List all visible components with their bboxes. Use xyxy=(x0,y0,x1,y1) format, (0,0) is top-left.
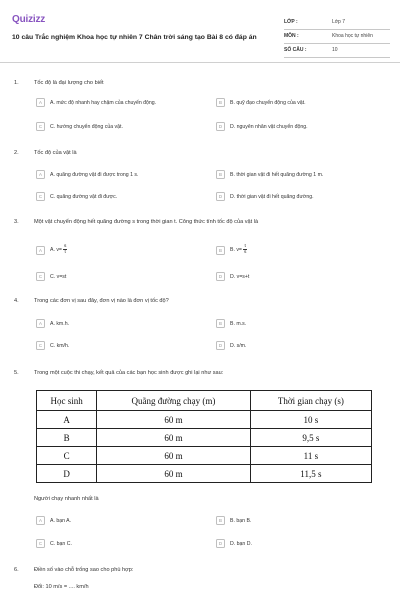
question-text: Trong một cuộc thi chạy, kết quả của các bạn học sinh được ghi lại như sau: xyxy=(34,370,224,376)
option-letter-box: A xyxy=(36,98,45,107)
table-cell: D xyxy=(37,465,97,483)
option-c[interactable] xyxy=(36,341,196,352)
option-text: C. bạn C. xyxy=(50,540,72,547)
fraction-numerator: t xyxy=(244,243,246,249)
meta-value: Lớp 7 xyxy=(332,19,346,25)
option-a[interactable] xyxy=(36,516,196,527)
option-text: C. v=st xyxy=(50,273,67,280)
option-d[interactable] xyxy=(216,272,376,283)
option-c[interactable] xyxy=(36,272,196,283)
formula-prefix: A. v= xyxy=(50,246,62,253)
option-letter-box: A xyxy=(36,516,45,525)
option-letter-box: C xyxy=(36,341,45,350)
option-letter-box: B xyxy=(216,319,225,328)
option-formula xyxy=(230,244,247,255)
race-results-table xyxy=(36,390,372,483)
question-text: Tốc độ là đại lượng cho biết xyxy=(34,80,104,86)
table-cell: 60 m xyxy=(97,465,251,483)
question-text: Trong các đơn vị sau đây, đơn vị nào là đơn vị tốc độ? xyxy=(34,298,169,304)
table-cell: 11,5 s xyxy=(250,465,371,483)
option-letter-box: C xyxy=(36,539,45,548)
question-number: 5. xyxy=(14,370,19,376)
table-header-cell: Quãng đường chạy (m) xyxy=(97,391,251,411)
option-letter-box: D xyxy=(216,539,225,548)
question-number: 3. xyxy=(14,219,19,225)
meta-key: SỐ CÂU : xyxy=(284,47,307,53)
option-letter-box: D xyxy=(216,122,225,131)
meta-row-count xyxy=(284,44,390,58)
option-a[interactable] xyxy=(36,243,196,257)
option-text: D. s/m. xyxy=(230,342,247,349)
table-header-row xyxy=(37,391,372,411)
option-b[interactable] xyxy=(216,98,376,109)
option-text: A. bạn A. xyxy=(50,517,72,524)
meta-row-subject xyxy=(284,30,390,44)
option-text: A. mức độ nhanh hay chậm của chuyển động. xyxy=(50,99,157,106)
table-row xyxy=(37,429,372,447)
question-number: 2. xyxy=(14,150,19,156)
option-letter-box: D xyxy=(216,192,225,201)
formula-prefix: B. v= xyxy=(230,246,242,253)
table-row xyxy=(37,411,372,429)
option-text: C. hướng chuyển động của vật. xyxy=(50,123,123,130)
option-d[interactable] xyxy=(216,539,376,550)
table-cell: 10 s xyxy=(250,411,371,429)
question-text: Điền số vào chỗ trống sao cho phù hợp: xyxy=(34,567,134,573)
option-letter-box: C xyxy=(36,192,45,201)
option-b[interactable] xyxy=(216,319,376,330)
meta-key: LỚP : xyxy=(284,19,298,25)
table-header-cell: Thời gian chạy (s) xyxy=(250,391,371,411)
option-letter-box: A xyxy=(36,170,45,179)
option-text: D. nguyên nhân vật chuyển động. xyxy=(230,123,308,130)
worksheet-header xyxy=(12,10,390,66)
option-letter-box: B xyxy=(216,98,225,107)
table-header-cell: Học sinh xyxy=(37,391,97,411)
table-cell: 11 s xyxy=(250,447,371,465)
table-cell: C xyxy=(37,447,97,465)
option-text: B. quỹ đạo chuyển động của vật. xyxy=(230,99,306,106)
question-text: Một vật chuyển động hết quãng đường s trong thời gian t. Công thức tính tốc độ của vật là xyxy=(34,219,259,225)
question-subtext: Người chạy nhanh nhất là xyxy=(34,496,99,502)
option-text: D. v=s+t xyxy=(230,273,250,280)
option-a[interactable] xyxy=(36,98,196,109)
meta-key: MÔN : xyxy=(284,33,299,39)
fraction-numerator: s xyxy=(63,243,67,249)
option-text: C. quãng đường vật đi được. xyxy=(50,193,118,200)
table-cell: 9,5 s xyxy=(250,429,371,447)
option-letter-box: B xyxy=(216,516,225,525)
option-c[interactable] xyxy=(36,539,196,550)
option-letter-box: C xyxy=(36,272,45,281)
option-d[interactable] xyxy=(216,341,376,352)
option-letter-box: B xyxy=(216,246,225,255)
fraction xyxy=(63,244,67,255)
option-b[interactable] xyxy=(216,243,376,257)
option-c[interactable] xyxy=(36,192,196,203)
table-row xyxy=(37,465,372,483)
option-d[interactable] xyxy=(216,192,376,203)
option-text: A. quãng đường vật đi được trong 1 s. xyxy=(50,171,139,178)
option-text: B. thời gian vật đi hết quãng đường 1 m. xyxy=(230,171,324,178)
option-letter-box: B xyxy=(216,170,225,179)
option-letter-box: A xyxy=(36,319,45,328)
option-letter-box: D xyxy=(216,341,225,350)
option-letter-box: A xyxy=(36,246,45,255)
question-number: 1. xyxy=(14,80,19,86)
option-text: D. thời gian vật đi hết quãng đường. xyxy=(230,193,314,200)
option-text: B. m.s. xyxy=(230,320,247,327)
fraction xyxy=(243,244,247,255)
option-letter-box: D xyxy=(216,272,225,281)
table-row xyxy=(37,447,372,465)
table-cell: 60 m xyxy=(97,447,251,465)
table-cell: 60 m xyxy=(97,429,251,447)
meta-row-class xyxy=(284,16,390,30)
option-a[interactable] xyxy=(36,170,196,181)
question-text: Tốc độ của vật là xyxy=(34,150,77,156)
fraction-denominator: s xyxy=(243,249,247,255)
question-number: 4. xyxy=(14,298,19,304)
option-text: D. bạn D. xyxy=(230,540,252,547)
question-subtext: Đổi: 10 m/s = .... km/h xyxy=(34,584,89,590)
option-a[interactable] xyxy=(36,319,196,330)
option-letter-box: C xyxy=(36,122,45,131)
header-divider xyxy=(0,62,400,63)
fraction-denominator: t xyxy=(64,249,66,255)
option-b[interactable] xyxy=(216,516,376,527)
option-text: C. km/h. xyxy=(50,342,70,349)
question-number: 6. xyxy=(14,567,19,573)
option-d[interactable] xyxy=(216,122,376,133)
worksheet-title: 10 câu Trắc nghiệm Khoa học tự nhiên 7 Chân trời sáng tạo Bài 8 có đáp án xyxy=(12,34,257,41)
table-cell: 60 m xyxy=(97,411,251,429)
option-text: A. km.h. xyxy=(50,320,70,327)
meta-value: Khoa học tự nhiên xyxy=(332,33,373,39)
option-formula xyxy=(50,244,67,255)
meta-value: 10 xyxy=(332,47,338,53)
option-c[interactable] xyxy=(36,122,196,133)
option-text: B. bạn B. xyxy=(230,517,252,524)
quizizz-logo: Quizizz xyxy=(12,14,46,25)
option-b[interactable] xyxy=(216,170,376,181)
table-cell: A xyxy=(37,411,97,429)
table-cell: B xyxy=(37,429,97,447)
worksheet-meta xyxy=(284,16,390,58)
